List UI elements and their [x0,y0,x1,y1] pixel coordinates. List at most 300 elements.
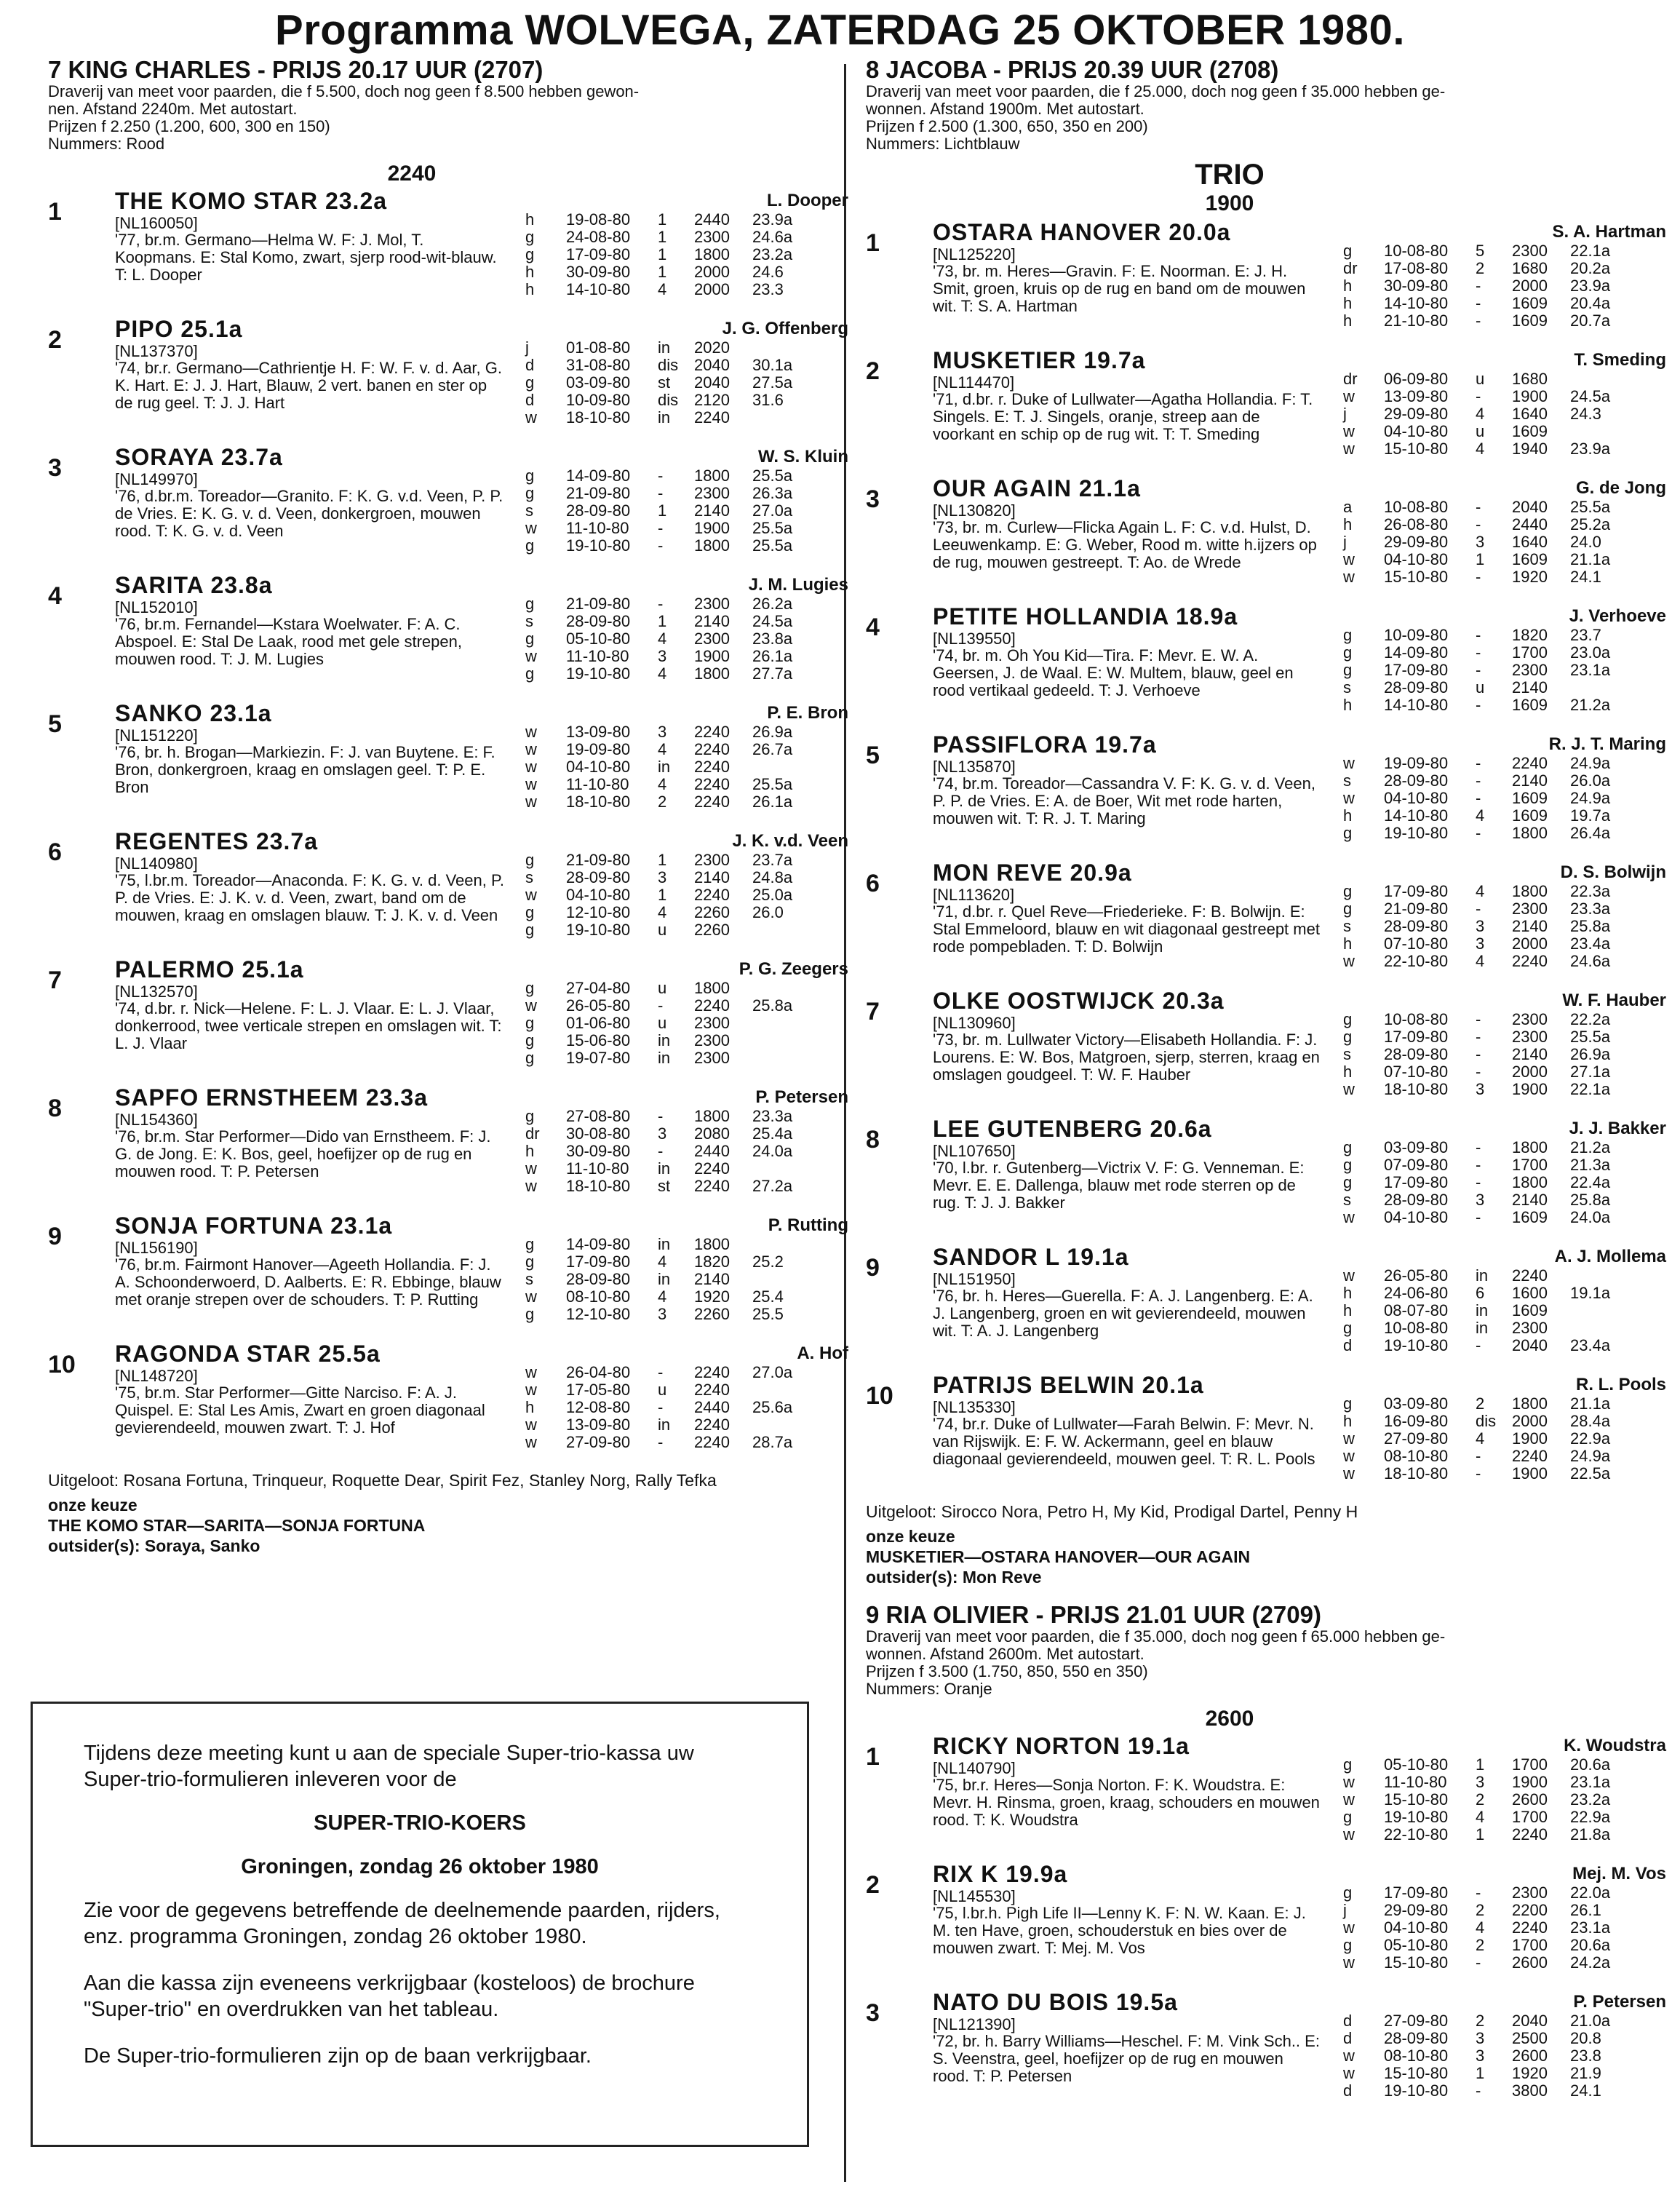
km-time: 20.6a [1570,1755,1611,1774]
distance: 3800 [1512,2081,1548,2100]
track-code: g [525,484,535,502]
form-row [1343,2012,1628,2030]
race-date: 10-08-80 [1384,1319,1449,1337]
horse-name: PASSIFLORA 19.7a [933,731,1157,758]
race-date: 17-05-80 [566,1381,631,1399]
form-row [525,613,811,630]
form-row [525,1236,811,1253]
distance: 1900 [694,519,730,537]
horse-entry [48,1084,848,1212]
track-code: g [525,1107,535,1125]
race-date: 04-10-80 [1384,1918,1449,1937]
placing: 4 [658,775,667,793]
track-code: g [525,851,535,869]
form-table [1343,627,1628,714]
form-row [1343,1174,1628,1191]
race-conditions: Nummers: Rood [48,135,165,153]
race-date: 12-08-80 [566,1398,631,1416]
horse-name: SONJA FORTUNA 23.1a [115,1212,393,1239]
distance: 2260 [694,903,730,921]
horse-description: '73, br. m. Lullwater Victory—Elisabeth Hollandia. F: J. Lourens. E: W. Bos, Matgroen, sjerp, sterren, kraag en omslagen goudgeel. T: W. F. Hauber [933,1031,1320,1084]
form-table [525,1108,811,1195]
track-code: w [525,775,537,793]
horse-name: SANKO 23.1a [115,700,272,726]
race-date: 26-04-80 [566,1363,631,1381]
placing: u [658,1014,667,1032]
form-row [525,1306,811,1323]
form-row [525,758,811,776]
placing: 1 [1476,550,1485,568]
form-table [1343,1267,1628,1354]
race-date: 10-08-80 [1384,242,1449,260]
km-time: 23.9a [752,210,793,229]
driver-name: R. L. Pools [1575,1375,1666,1394]
race-date: 19-10-80 [1384,1808,1449,1826]
km-time [1570,679,1628,696]
km-time: 25.4 [752,1287,784,1306]
race-date: 28-09-80 [1384,1045,1449,1063]
track-code: g [1343,1808,1353,1826]
distance: 2240 [694,793,730,811]
horse-entry [866,1861,1666,1989]
placing: in [658,1416,671,1434]
track-code: s [1343,771,1351,790]
race-date: 21-09-80 [566,484,631,502]
distance: 2040 [694,373,730,392]
placing: 1 [658,210,667,229]
race-date: 19-10-80 [566,664,631,683]
distance: 1700 [1512,643,1548,662]
distance: 2000 [1512,277,1548,295]
track-code: w [525,1177,537,1195]
track-code: w [1343,1773,1355,1791]
horse-entry [866,1733,1666,1861]
km-time: 28.4a [1570,1412,1611,1430]
km-time: 25.5a [752,536,793,555]
placing: - [1476,789,1481,807]
race-distance: 2600 [1205,1707,1254,1731]
form-table [525,1236,811,1323]
track-code: w [525,519,537,537]
race-date: 03-09-80 [1384,1394,1449,1413]
placing: - [1476,696,1481,714]
horse-description: '74, br.m. Toreador—Cassandra V. F: K. G. v. d. Veen, P. P. de Vries. E: A. de Boer, Wit met rode harten, mouwen wit. T: R. J. T. Maring [933,774,1315,827]
km-time [752,1416,811,1434]
km-time: 24.0a [752,1142,793,1160]
race-header: 8 JACOBA - PRIJS 20.39 UUR (2708) [866,56,1279,83]
km-time: 21.9 [1570,2064,1601,2082]
race-date: 28-09-80 [566,612,631,630]
km-time [1570,1302,1628,1319]
race-date: 04-10-80 [1384,1208,1449,1226]
form-row [525,886,811,904]
race-date: 19-10-80 [566,536,631,555]
track-code: g [1343,1156,1353,1174]
form-row [1343,551,1628,568]
form-row [525,409,811,426]
race-date: 14-10-80 [1384,294,1449,312]
distance: 2300 [694,228,730,246]
distance: 2020 [694,338,730,357]
race-date: 18-10-80 [566,793,631,811]
race-conditions: Prijzen f 2.500 (1.300, 650, 350 en 200) [866,117,1148,135]
race-date: 01-08-80 [566,338,631,357]
placing: u [658,1381,667,1399]
form-row [1343,790,1628,807]
placing: 2 [1476,259,1485,277]
race-conditions: Prijzen f 3.500 (1.750, 850, 550 en 350) [866,1662,1148,1680]
horse-entry [866,1989,1666,2117]
distance: 2300 [694,630,730,648]
form-row [1343,1937,1628,1954]
race-date: 10-09-80 [566,391,631,409]
track-code: g [525,664,535,683]
km-time: 24.0a [1570,1208,1611,1226]
race-date: 03-09-80 [566,373,631,392]
race-date: 27-09-80 [1384,2012,1449,2030]
notice-location-date: Groningen, zondag 26 oktober 1980 [241,1855,599,1878]
km-time: 24.6a [752,228,793,246]
race-date: 14-09-80 [1384,643,1449,662]
km-time [752,1160,811,1178]
race-date: 07-10-80 [1384,1063,1449,1081]
race-date: 11-10-80 [1384,1773,1447,1791]
distance: 2240 [694,740,730,758]
horse-description: '74, br.r. Germano—Cathrientje H. F: W. F. v. d. Aar, G. K. Hart. E: J. J. Hart, Blauw, 2 vert. banen en ster op de rug geel. T: J. J. Hart [115,359,502,412]
km-time: 21.0a [1570,2012,1611,2030]
km-time: 24.9a [1570,1447,1611,1465]
race-date: 28-09-80 [1384,771,1449,790]
form-table [1343,499,1628,586]
distance: 2600 [1512,1953,1548,1972]
distance: 2140 [1512,771,1548,790]
race-date: 10-09-80 [1384,626,1449,644]
horse-name: SARITA 23.8a [115,572,273,598]
track-code: h [1343,1284,1353,1302]
distance: 1609 [1512,550,1548,568]
form-row [525,723,811,741]
horse-id: [NL148720] [115,1367,198,1385]
race-date: 17-08-80 [1384,259,1449,277]
horse-description: '76, d.br.m. Toreador—Granito. F: K. G. v.d. Veen, P. P. de Vries. E: K. G. v. d. Veen, donkergroen, mouwen rood. T: K. G. v. d. Veen [115,487,503,540]
km-time: 23.0a [1570,643,1611,662]
outsiders: outsider(s): Mon Reve [866,1568,1042,1587]
km-time: 26.7a [752,740,793,758]
race-conditions: Draverij van meet voor paarden, die f 25.000, doch nog geen f 35.000 hebben ge- [866,82,1446,100]
placing: - [1476,771,1481,790]
track-code: g [1343,1755,1353,1774]
distance: 2140 [1512,678,1548,696]
track-code: g [525,979,535,997]
placing: u [1476,370,1485,388]
horse-name: RICKY NORTON 19.1a [933,1733,1190,1759]
form-row [1343,295,1628,312]
placing: 3 [658,1124,667,1143]
track-code: w [525,758,537,776]
track-code: w [1343,1266,1355,1285]
driver-name: L. Dooper [767,191,848,210]
track-code: w [525,647,537,665]
horse-entry [866,731,1666,860]
placing: u [658,979,667,997]
distance: 2300 [694,1049,730,1067]
horse-id: [NL160050] [115,214,198,232]
entry-number: 3 [866,485,880,513]
entry-number: 4 [48,582,62,610]
driver-name: A. J. Mollema [1554,1247,1666,1266]
race-date: 18-10-80 [1384,1464,1449,1482]
race-distance: 1900 [1205,191,1254,215]
horse-name: MON REVE 20.9a [933,860,1132,886]
distance: 1820 [1512,626,1548,644]
race-conditions: Nummers: Lichtblauw [866,135,1020,153]
km-time: 25.8a [1570,1191,1611,1209]
driver-name: J. G. Offenberg [722,319,848,338]
form-table [1343,1395,1628,1482]
form-row [525,1434,811,1451]
track-code: g [525,1031,535,1049]
km-time: 25.2a [1570,515,1611,533]
form-row [1343,953,1628,970]
horse-name: PIPO 25.1a [115,316,243,342]
form-row [1343,1809,1628,1826]
form-row [525,1032,811,1049]
track-code: w [525,996,537,1015]
distance: 2040 [694,356,730,374]
horse-name: OUR AGAIN 21.1a [933,475,1141,501]
placing: in [658,1159,671,1178]
track-code: g [1343,1138,1353,1156]
placing: st [658,373,671,392]
horse-description: '74, br.r. Duke of Lullwater—Farah Belwin. F: Mevr. N. van Rijswijk. E: F. W. Ackermann, geel en blauw diagonaal gevierendeeld, mouwen geel. T: R. L. Pools [933,1415,1315,1468]
horse-id: [NL130820] [933,501,1016,520]
placing: - [1476,824,1481,842]
distance: 1700 [1512,1755,1548,1774]
track-code: d [1343,2081,1353,2100]
form-row [525,793,811,811]
driver-name: D. S. Bolwijn [1560,862,1666,882]
track-code: w [525,1416,537,1434]
km-time: 24.9a [1570,754,1611,772]
placing: 1 [658,886,667,904]
race-conditions: wonnen. Afstand 1900m. Met autostart. [866,100,1144,118]
onze-keuze: MUSKETIER—OSTARA HANOVER—OUR AGAIN [866,1547,1251,1566]
driver-name: P. Petersen [755,1087,848,1107]
race-date: 28-09-80 [1384,917,1449,935]
form-row [1343,1395,1628,1413]
form-row [1343,1448,1628,1465]
km-time: 26.3a [752,484,793,502]
onze-keuze-label: onze keuze [48,1496,138,1515]
driver-name: G. de Jong [1575,478,1666,498]
form-row [525,374,811,392]
track-code: w [1343,1464,1355,1482]
distance: 2600 [1512,2047,1548,2065]
distance: 2440 [694,210,730,229]
form-row [525,904,811,921]
distance: 2040 [1512,2012,1548,2030]
form-row [1343,900,1628,918]
placing: - [1476,498,1481,516]
placing: - [658,467,664,485]
placing: - [658,1433,664,1451]
form-row [1343,1774,1628,1791]
track-code: g [1343,643,1353,662]
left-column [48,57,848,1556]
form-row [1343,242,1628,260]
distance: 2600 [1512,1790,1548,1809]
km-time: 26.1a [752,647,793,665]
horse-description: '75, l.br.h. Pigh Life II—Lenny K. F: N. W. Kaan. E: J. M. ten Have, groen, schouderstuk en bies over de mouwen zwart. T: Mej. M. Vos [933,1904,1306,1957]
form-table [1343,1139,1628,1226]
race-date: 05-10-80 [1384,1755,1449,1774]
km-time: 25.0a [752,886,793,904]
form-row [525,869,811,886]
placing: in [1476,1266,1489,1285]
track-code: g [525,1049,535,1067]
entry-number: 10 [48,1351,76,1378]
entry-number: 5 [48,710,62,738]
placing: st [658,1177,671,1195]
track-code: g [1343,900,1353,918]
race-date: 14-10-80 [1384,696,1449,714]
track-code: w [1343,2047,1355,2065]
placing: - [1476,1953,1481,1972]
distance: 1600 [1512,1284,1548,1302]
distance: 1800 [1512,824,1548,842]
horse-id: [NL130960] [933,1014,1016,1032]
placing: 2 [1476,1790,1485,1809]
placing: 4 [658,740,667,758]
race-date: 19-10-80 [1384,824,1449,842]
race-date: 19-08-80 [566,210,631,229]
track-code: h [1343,934,1353,953]
form-row [525,229,811,246]
placing: - [658,1142,664,1160]
km-time: 24.6a [1570,952,1611,970]
km-time: 25.2 [752,1253,784,1271]
km-time: 23.3 [752,280,784,298]
track-code: h [1343,1063,1353,1081]
form-row [1343,1285,1628,1302]
horse-name: MUSKETIER 19.7a [933,347,1146,373]
distance: 2440 [694,1142,730,1160]
race-date: 21-10-80 [1384,311,1449,330]
form-row [1343,1319,1628,1337]
onze-keuze-label: onze keuze [866,1527,955,1546]
race-date: 14-10-80 [1384,806,1449,825]
race-date: 17-09-80 [1384,661,1449,679]
track-code: w [525,886,537,904]
form-table [525,852,811,939]
km-time [752,921,811,939]
form-row [1343,679,1628,696]
form-row [525,1364,811,1381]
race-date: 15-10-80 [1384,440,1449,458]
placing: 4 [658,664,667,683]
form-row [1343,1337,1628,1354]
horse-id: [NL135330] [933,1398,1016,1416]
track-code: h [1343,311,1353,330]
horse-id: [NL114470] [933,373,1015,392]
track-code: w [1343,550,1355,568]
form-row [1343,935,1628,953]
placing: in [1476,1319,1489,1337]
distance: 2440 [694,1398,730,1416]
track-code: w [1343,2064,1355,2082]
race-header: 9 RIA OLIVIER - PRIJS 21.01 UUR (2709) [866,1601,1321,1628]
distance: 1609 [1512,1208,1548,1226]
km-time: 30.1a [752,356,793,374]
placing: 3 [658,647,667,665]
race-date: 19-10-80 [1384,2081,1449,2100]
race-date: 17-09-80 [1384,1173,1449,1191]
placing: - [658,519,664,537]
race-date: 30-08-80 [566,1124,631,1143]
distance: 2240 [694,723,730,741]
track-code: dr [1343,259,1358,277]
km-time: 26.2a [752,595,793,613]
distance: 2260 [694,921,730,939]
placing: - [658,996,664,1015]
km-time: 24.5a [1570,387,1611,405]
km-time: 27.2a [752,1177,793,1195]
horse-name: PATRIJS BELWIN 20.1a [933,1372,1204,1398]
track-code: h [525,1142,535,1160]
distance: 1800 [1512,882,1548,900]
form-table [1343,370,1628,458]
form-row [525,339,811,357]
placing: 1 [658,228,667,246]
distance: 2440 [1512,515,1548,533]
track-code: w [525,1287,537,1306]
race-date: 27-09-80 [566,1433,631,1451]
distance: 1800 [694,664,730,683]
entry-number: 8 [48,1095,62,1122]
km-time: 24.1 [1570,2081,1601,2100]
placing: - [1476,661,1481,679]
track-code: g [525,921,535,939]
distance: 2500 [1512,2029,1548,2047]
driver-name: P. G. Zeegers [739,959,848,979]
horse-entry [866,219,1666,347]
track-code: g [525,595,535,613]
race-date: 18-10-80 [566,408,631,426]
horse-description: '75, br.m. Star Performer—Gitte Narciso. F: A. J. Quispel. E: Stal Les Amis, Zwart en groen diagonaal gevierendeeld, mouwen zwart. T: J. Hof [115,1384,485,1437]
horse-name: PETITE HOLLANDIA 18.9a [933,603,1238,630]
race-date: 18-10-80 [1384,1080,1449,1098]
race-date: 29-09-80 [1384,405,1449,423]
entry-number: 2 [866,357,880,385]
race-date: 19-09-80 [566,740,631,758]
track-code: h [1343,696,1353,714]
track-code: g [525,467,535,485]
km-time: 22.3a [1570,882,1611,900]
placing: 4 [1476,952,1485,970]
distance: 2040 [1512,1336,1548,1354]
track-code: g [1343,661,1353,679]
race-conditions: Prijzen f 2.250 (1.200, 600, 300 en 150) [48,117,330,135]
race-date: 17-09-80 [1384,882,1449,900]
track-code: w [1343,1080,1355,1098]
track-code: w [1343,1208,1355,1226]
race-date: 04-10-80 [1384,422,1449,440]
form-row [1343,918,1628,935]
race-date: 31-08-80 [566,356,631,374]
track-code: g [525,245,535,263]
driver-name: P. Rutting [768,1215,848,1235]
placing: 3 [1476,2029,1485,2047]
